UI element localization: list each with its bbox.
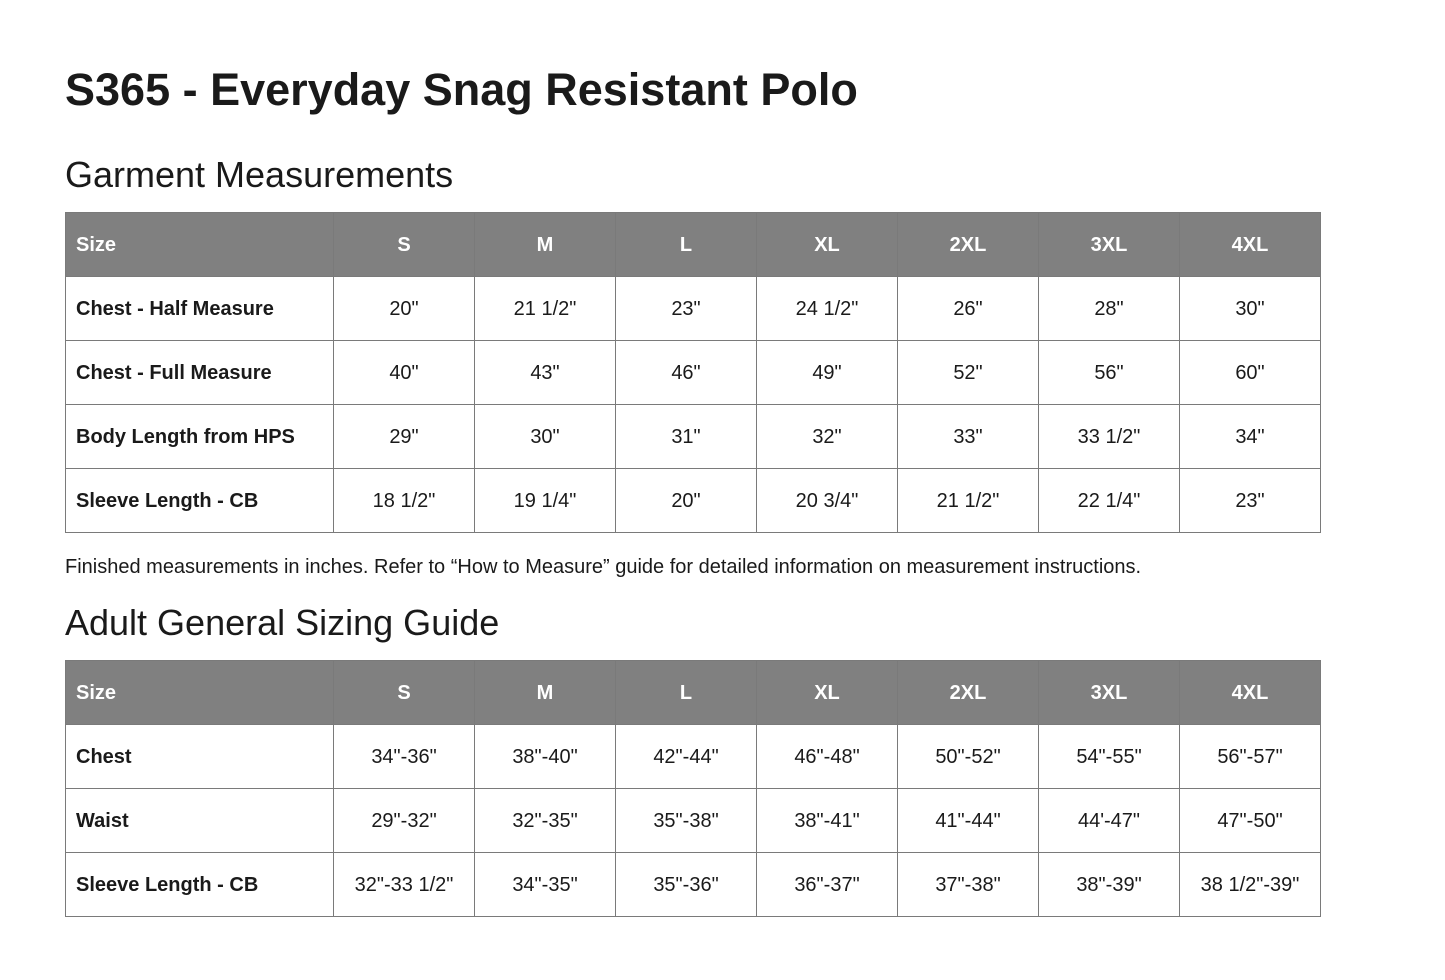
size-column-header: M [475, 661, 616, 725]
measurement-cell: 33 1/2" [1039, 405, 1180, 469]
size-column-header: M [475, 213, 616, 277]
row-label: Sleeve Length - CB [66, 853, 334, 917]
size-column-header: XL [757, 213, 898, 277]
measurement-cell: 34" [1180, 405, 1321, 469]
measurement-cell: 30" [475, 405, 616, 469]
size-column-header: XL [757, 661, 898, 725]
measurement-cell: 54"-55" [1039, 725, 1180, 789]
measurement-cell: 42"-44" [616, 725, 757, 789]
row-label: Sleeve Length - CB [66, 469, 334, 533]
table-row [66, 405, 1321, 469]
measurement-cell: 20" [334, 277, 475, 341]
measurement-cell: 29"-32" [334, 789, 475, 853]
size-column-header: 3XL [1039, 213, 1180, 277]
measurement-cell: 38"-39" [1039, 853, 1180, 917]
row-label: Chest - Full Measure [66, 341, 334, 405]
measurement-cell: 30" [1180, 277, 1321, 341]
measurement-cell: 38 1/2"-39" [1180, 853, 1321, 917]
measurement-cell: 18 1/2" [334, 469, 475, 533]
size-column-header: S [334, 661, 475, 725]
measurement-cell: 32"-35" [475, 789, 616, 853]
table-row [66, 469, 1321, 533]
measurement-cell: 46"-48" [757, 725, 898, 789]
row-label: Body Length from HPS [66, 405, 334, 469]
measurement-cell: 22 1/4" [1039, 469, 1180, 533]
measurement-cell: 37"-38" [898, 853, 1039, 917]
size-column-header: 4XL [1180, 661, 1321, 725]
measurement-cell: 24 1/2" [757, 277, 898, 341]
adult-sizing-guide-table [65, 660, 1321, 917]
measurement-cell: 50"-52" [898, 725, 1039, 789]
measurement-cell: 35"-36" [616, 853, 757, 917]
measurement-cell: 28" [1039, 277, 1180, 341]
row-label: Chest - Half Measure [66, 277, 334, 341]
measurement-cell: 43" [475, 341, 616, 405]
size-column-header: 3XL [1039, 661, 1180, 725]
measurement-cell: 31" [616, 405, 757, 469]
measurement-cell: 26" [898, 277, 1039, 341]
measurement-cell: 52" [898, 341, 1039, 405]
size-column-header: 4XL [1180, 213, 1321, 277]
table-row [66, 853, 1321, 917]
measurement-cell: 23" [616, 277, 757, 341]
measurement-cell: 56" [1039, 341, 1180, 405]
size-column-header: S [334, 213, 475, 277]
measurement-cell: 21 1/2" [898, 469, 1039, 533]
measurement-cell: 40" [334, 341, 475, 405]
measurement-cell: 36"-37" [757, 853, 898, 917]
measurement-cell: 35"-38" [616, 789, 757, 853]
measurement-cell: 47"-50" [1180, 789, 1321, 853]
measurement-cell: 21 1/2" [475, 277, 616, 341]
measurement-cell: 23" [1180, 469, 1321, 533]
size-column-header: 2XL [898, 213, 1039, 277]
size-column-header: L [616, 213, 757, 277]
measurement-cell: 32" [757, 405, 898, 469]
table-row [66, 341, 1321, 405]
row-label: Waist [66, 789, 334, 853]
measurement-cell: 49" [757, 341, 898, 405]
measurement-cell: 20" [616, 469, 757, 533]
measurement-cell: 60" [1180, 341, 1321, 405]
measurement-cell: 32"-33 1/2" [334, 853, 475, 917]
table-row [66, 277, 1321, 341]
size-column-header: 2XL [898, 661, 1039, 725]
table-header-row [66, 213, 1321, 277]
measurement-cell: 56"-57" [1180, 725, 1321, 789]
measurement-cell: 20 3/4" [757, 469, 898, 533]
measurement-cell: 34"-35" [475, 853, 616, 917]
adult-sizing-guide-heading: Adult General Sizing Guide [65, 602, 500, 643]
measurement-cell: 19 1/4" [475, 469, 616, 533]
measurement-cell: 38"-41" [757, 789, 898, 853]
measurement-cell: 33" [898, 405, 1039, 469]
measurement-cell: 38"-40" [475, 725, 616, 789]
size-header-label: Size [66, 661, 334, 725]
row-label: Chest [66, 725, 334, 789]
table-row [66, 789, 1321, 853]
measurement-cell: 41"-44" [898, 789, 1039, 853]
garment-measurements-heading: Garment Measurements [65, 154, 454, 195]
size-column-header: L [616, 661, 757, 725]
table-row [66, 725, 1321, 789]
table-header-row [66, 661, 1321, 725]
page-title: S365 - Everyday Snag Resistant Polo [65, 64, 858, 115]
measurement-cell: 44'-47" [1039, 789, 1180, 853]
size-header-label: Size [66, 213, 334, 277]
measurement-cell: 29" [334, 405, 475, 469]
measurement-cell: 46" [616, 341, 757, 405]
measurement-note: Finished measurements in inches. Refer to “How to Measure” guide for detailed information on measurement instructions. [65, 556, 1142, 578]
garment-measurements-table [65, 212, 1321, 533]
measurement-cell: 34"-36" [334, 725, 475, 789]
